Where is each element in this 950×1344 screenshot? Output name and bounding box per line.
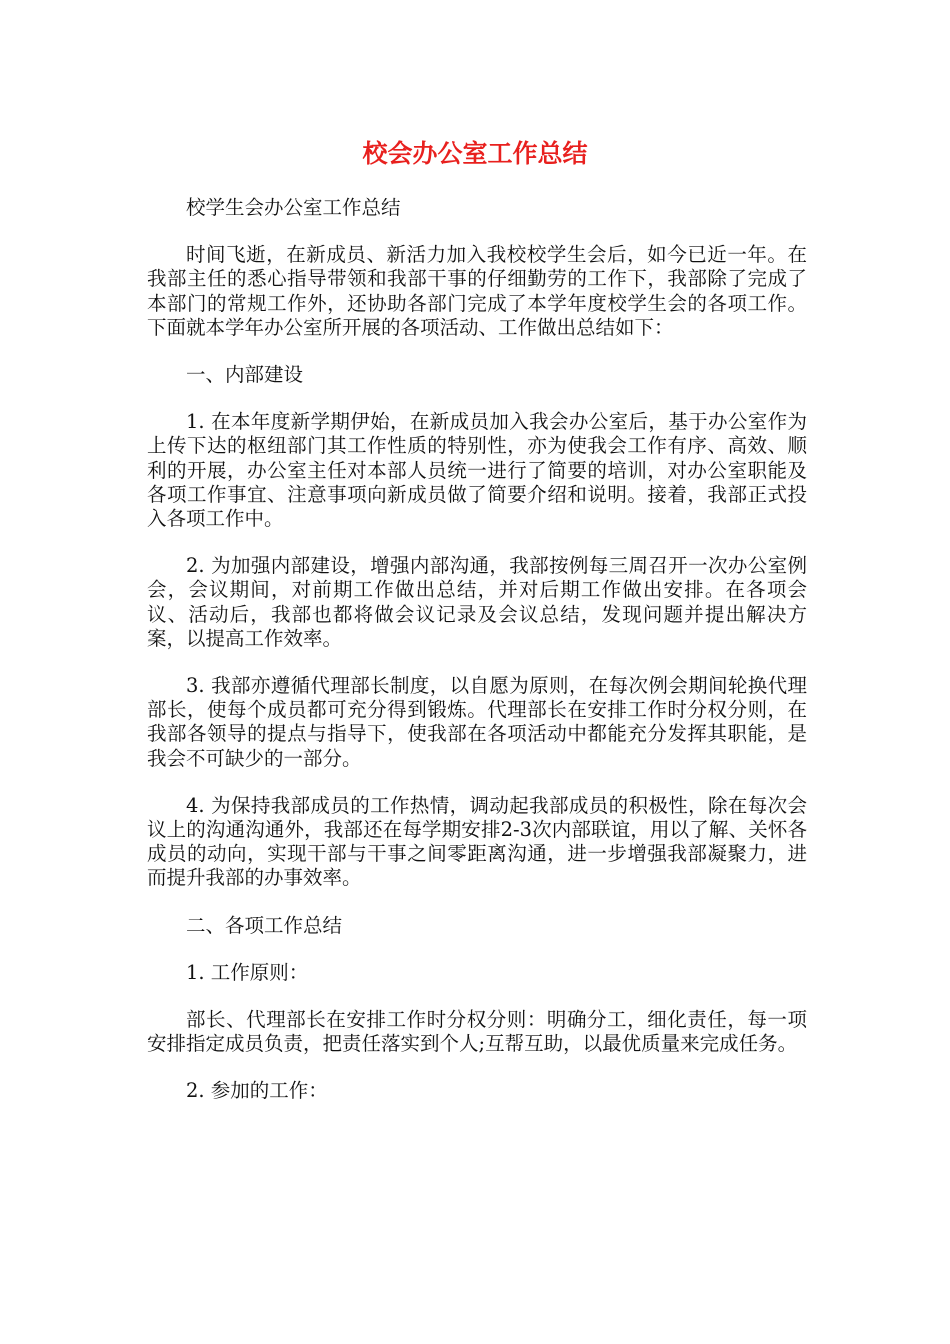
paragraph-item-3: 3. 我部亦遵循代理部长制度，以自愿为原则，在每次例会期间轮换代理部长，使每个成员都可充分得到锻炼。代理部长在安排工作时分权分则，在我部各领导的提点与指导下，使我部在各项活动中都能充分发挥其职能，是我会不可缺少的一部分。	[147, 674, 807, 770]
paragraph-intro: 时间飞逝，在新成员、新活力加入我校校学生会后，如今已近一年。在我部主任的悉心指导带领和我部干事的仔细勤劳的工作下，我部除了完成了本部门的常规工作外，还协助各部门完成了本学年度校学生会的各项工作。下面就本学年办公室所开展的各项活动、工作做出总结如下：	[147, 243, 807, 339]
paragraph-item-2: 2. 为加强内部建设，增强内部沟通，我部按例每三周召开一次办公室例会，会议期间，对前期工作做出总结，并对后期工作做出安排。在各项会议、活动后，我部也都将做会议记录及会议总结，发现问题并提出解决方案，以提高工作效率。	[147, 554, 807, 650]
paragraph-principle-heading: 1. 工作原则：	[186, 960, 309, 984]
section-heading-summary: 二、各项工作总结	[186, 913, 343, 937]
paragraph-item-1: 1. 在本年度新学期伊始，在新成员加入我会办公室后，基于办公室作为上传下达的枢纽部门其工作性质的特别性，亦为使我会工作有序、高效、顺利的开展，办公室主任对本部人员统一进行了简要的培训，对办公室职能及各项工作事宜、注意事项向新成员做了简要介绍和说明。接着，我部正式投入各项工作中。	[147, 410, 807, 531]
paragraph-subtitle: 校学生会办公室工作总结	[186, 196, 401, 219]
paragraph-principle: 部长、代理部长在安排工作时分权分则：明确分工，细化责任，每一项安排指定成员负责，把责任落实到个人;互帮互助，以最优质量来完成任务。	[147, 1008, 807, 1056]
section-heading-internal: 一、内部建设	[186, 363, 304, 387]
paragraph-work-heading: 2. 参加的工作：	[186, 1079, 328, 1103]
document-title: 校会办公室工作总结	[362, 139, 588, 168]
paragraph-item-4: 4. 为保持我部成员的工作热情，调动起我部成员的积极性，除在每次会议上的沟通沟通外，我部还在每学期安排2-3次内部联谊，用以了解、关怀各成员的动向，实现干部与干事之间零距离沟通，进一步增强我部凝聚力，进而提升我部的办事效率。	[147, 793, 807, 890]
document-body	[147, 196, 807, 1127]
